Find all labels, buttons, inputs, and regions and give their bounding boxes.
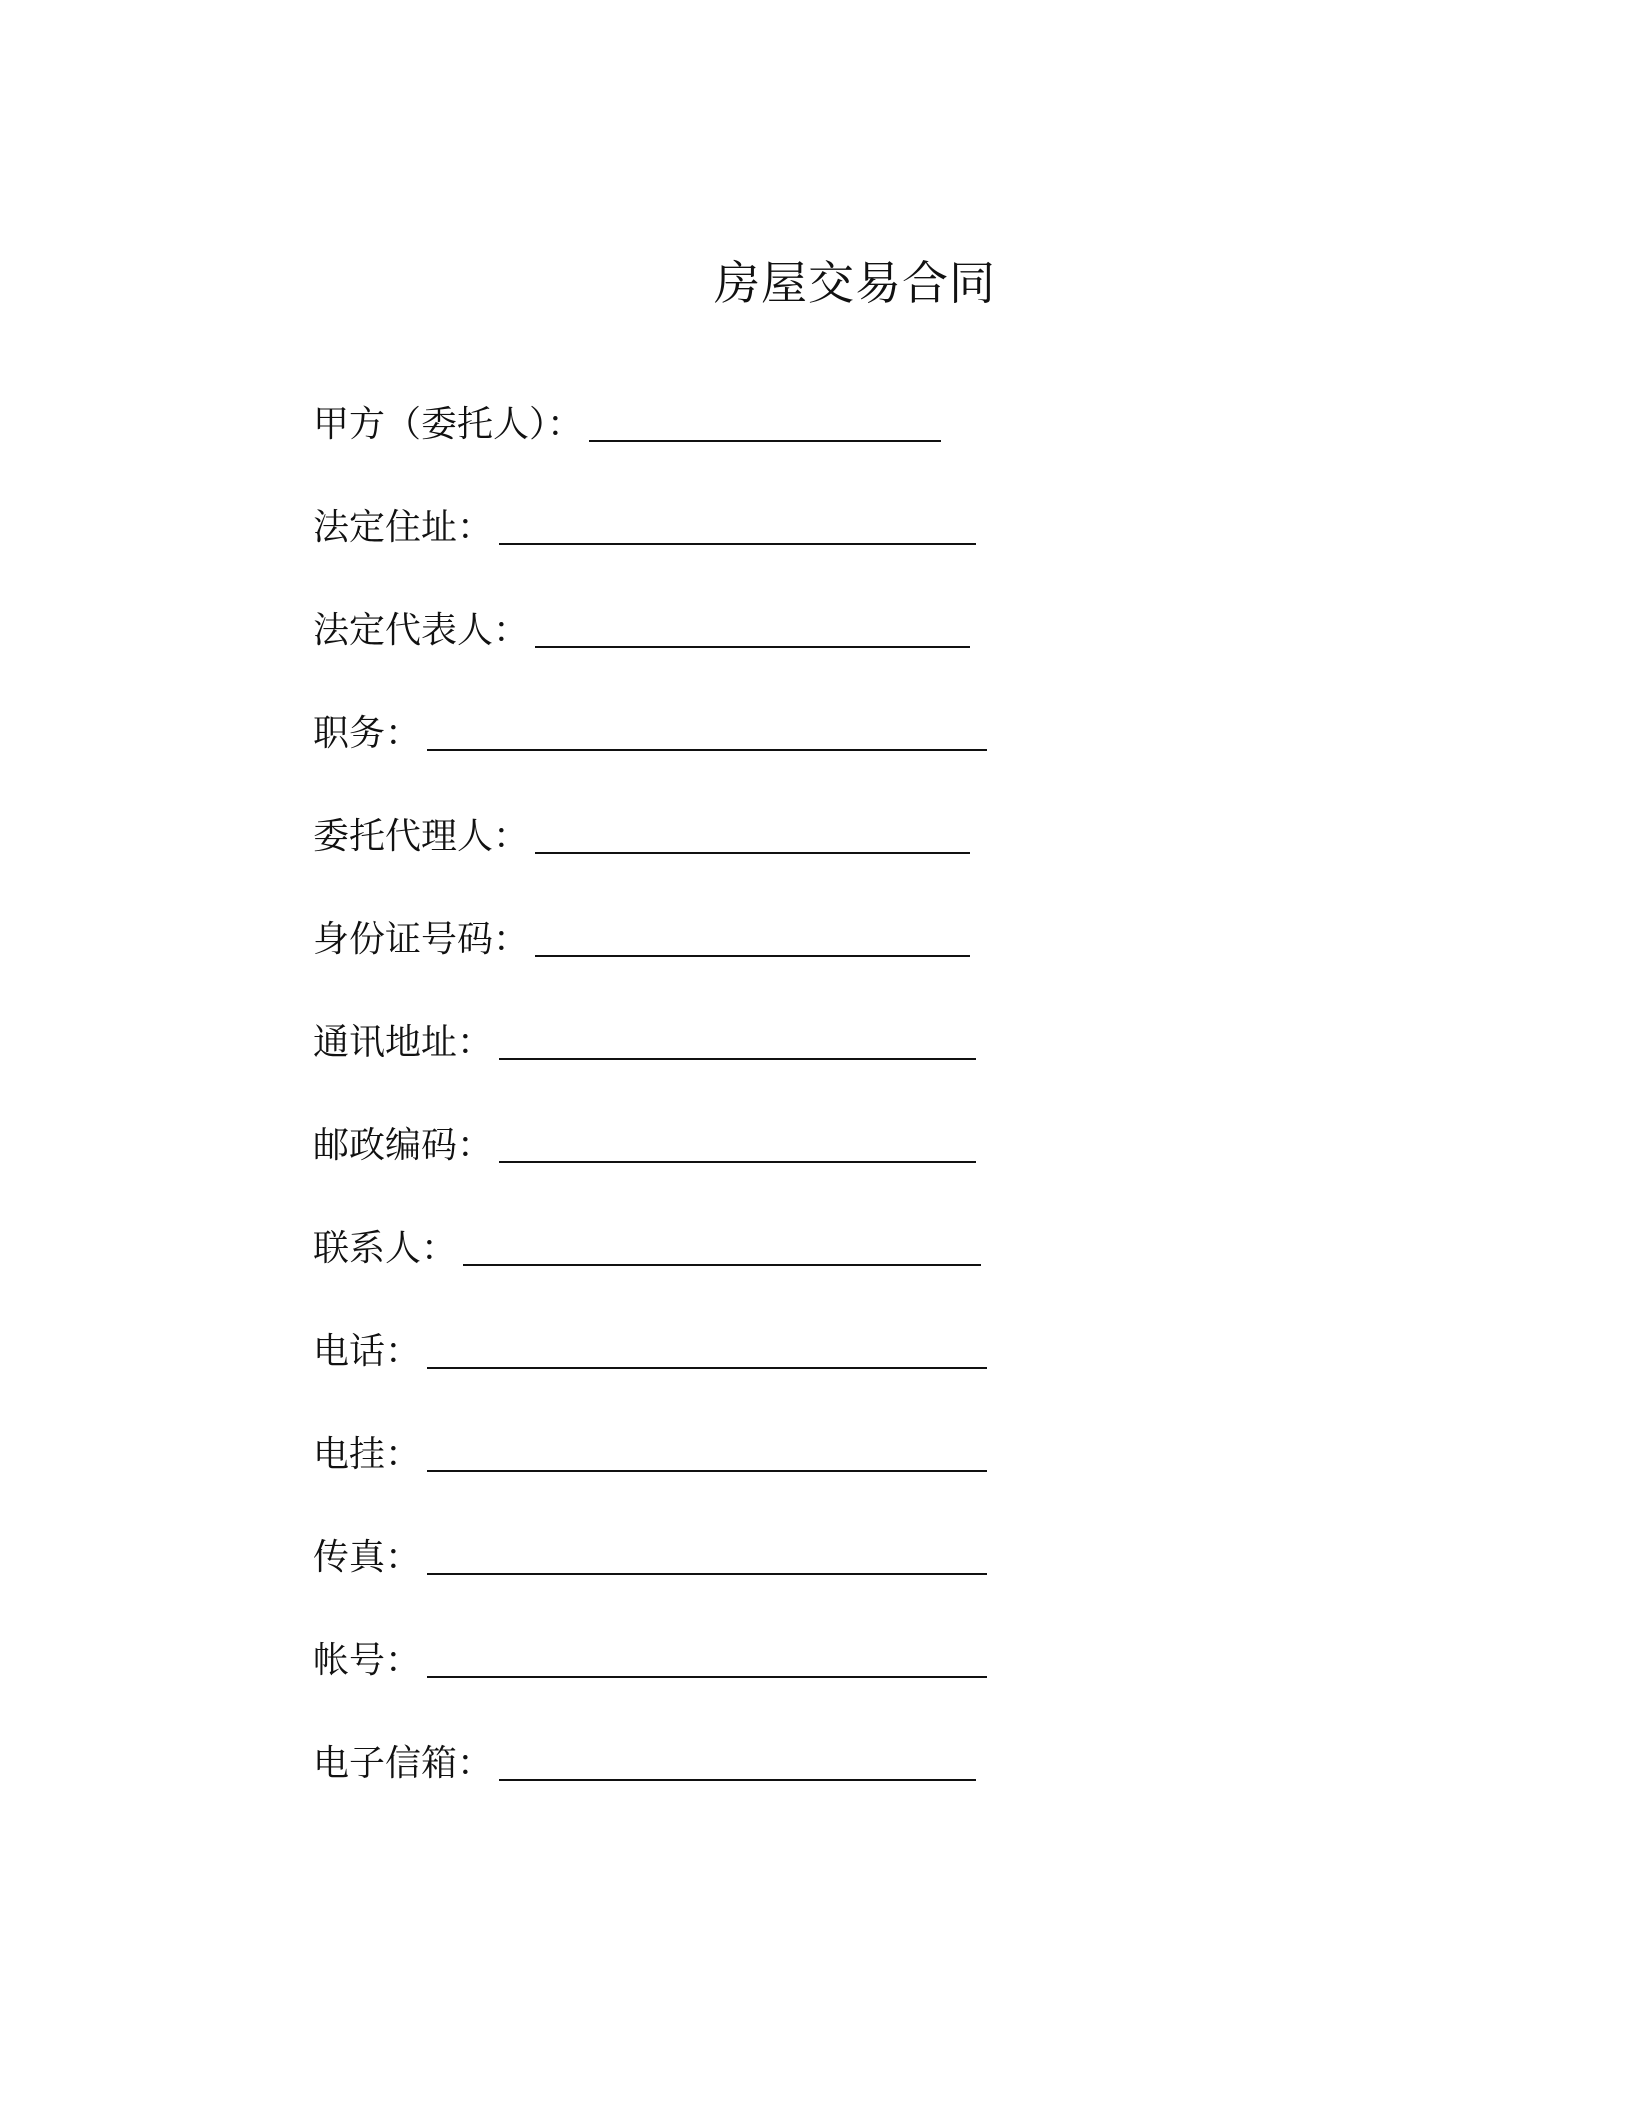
field-row-email: [313, 1729, 976, 1789]
field-blank-telegram[interactable]: [427, 1470, 987, 1472]
field-blank-legal-address[interactable]: [499, 543, 976, 545]
field-row-legal-representative: [313, 596, 970, 656]
field-blank-contact-person[interactable]: [463, 1264, 981, 1266]
field-row-id-number: [313, 905, 970, 965]
field-label-id-number: 身份证号码：: [313, 919, 530, 960]
field-label-party-a: 甲方（委托人）：: [313, 404, 584, 445]
field-blank-postal-code[interactable]: [499, 1161, 976, 1163]
field-label-legal-representative: 法定代表人：: [313, 610, 530, 651]
field-row-postal-code: [313, 1111, 976, 1171]
field-label-contact-person: 联系人：: [313, 1228, 458, 1269]
field-row-position: [313, 699, 987, 759]
field-label-fax: 传真：: [313, 1537, 422, 1578]
field-label-account-number: 帐号：: [313, 1640, 422, 1681]
field-row-fax: [313, 1523, 987, 1583]
field-label-position: 职务：: [313, 713, 422, 754]
field-blank-mailing-address[interactable]: [499, 1058, 976, 1060]
field-row-authorized-agent: [313, 802, 970, 862]
field-label-telegram: 电挂：: [313, 1434, 422, 1475]
field-row-contact-person: [313, 1214, 981, 1274]
field-label-email: 电子信箱：: [313, 1743, 494, 1784]
page-title: 房屋交易合同: [714, 255, 996, 310]
field-blank-position[interactable]: [427, 749, 987, 751]
field-blank-account-number[interactable]: [427, 1676, 987, 1678]
field-blank-fax[interactable]: [427, 1573, 987, 1575]
field-row-account-number: [313, 1626, 987, 1686]
field-label-mailing-address: 通讯地址：: [313, 1022, 494, 1063]
field-blank-party-a[interactable]: [589, 440, 941, 442]
field-blank-authorized-agent[interactable]: [535, 852, 970, 854]
field-blank-telephone[interactable]: [427, 1367, 987, 1369]
field-label-legal-address: 法定住址：: [313, 507, 494, 548]
field-row-telegram: [313, 1420, 987, 1480]
field-row-party-a: [313, 390, 941, 450]
field-row-telephone: [313, 1317, 987, 1377]
field-label-postal-code: 邮政编码：: [313, 1125, 494, 1166]
field-row-mailing-address: [313, 1008, 976, 1068]
field-blank-id-number[interactable]: [535, 955, 970, 957]
field-blank-email[interactable]: [499, 1779, 976, 1781]
field-label-telephone: 电话：: [313, 1331, 422, 1372]
field-blank-legal-representative[interactable]: [535, 646, 970, 648]
field-row-legal-address: [313, 493, 976, 553]
field-label-authorized-agent: 委托代理人：: [313, 816, 530, 857]
